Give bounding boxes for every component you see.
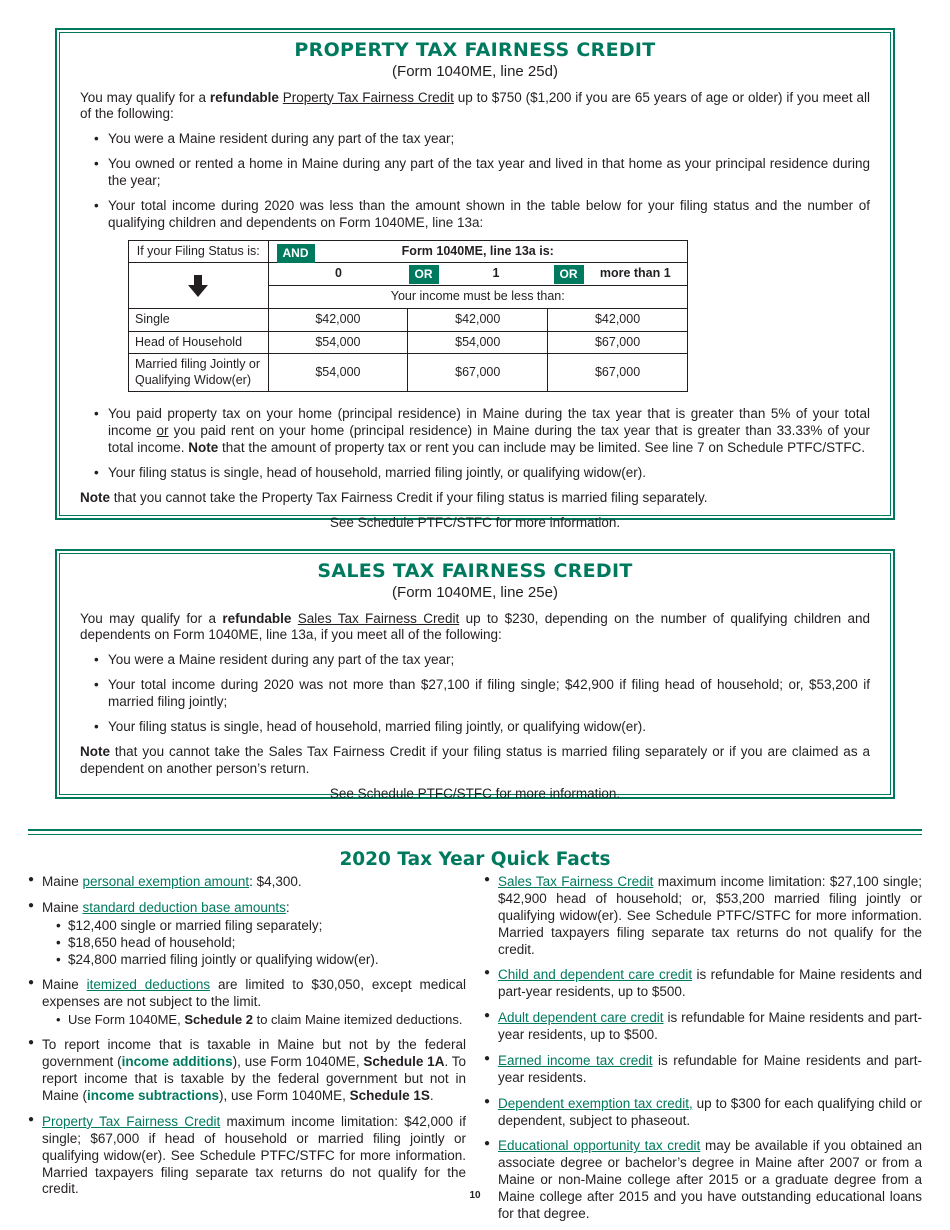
ptfc-link[interactable]: Property Tax Fairness Credit [282, 89, 454, 105]
col-more: more than 1 [599, 266, 671, 281]
table-row: Married filing Jointly or Qualifying Widow(er) $54,000 $67,000 $67,000 [129, 354, 688, 392]
stfc-intro: You may qualify for a refundable Sales Tax Fairness Credit up to $230, depending on the number of qualifying children and dependents on Form 1040ME, line 13a, if you meet all of the following: [80, 610, 870, 643]
quick-facts-title: 2020 Tax Year Quick Facts [339, 849, 611, 870]
list-item: • You were a Maine resident during any part of the tax year; [94, 652, 870, 669]
col-zero: 0 [335, 266, 342, 281]
income-limit-table [128, 240, 688, 393]
quick-facts-left-column [28, 874, 466, 1207]
list-item: • You paid property tax on your home (principal residence) in Maine during the tax year that is greater than 5% of your total income or you paid rent on your home (principal residence) in Maine during the tax year that is greater than 33.33% of your total income. Note that the amount of property tax or rent you can include may be limited. See line 7 on Schedule PTFC/STFC. [94, 406, 870, 457]
list-item: • Your filing status is single, head of household, married filing jointly, or qualifying widow(er). [94, 465, 870, 482]
ptfc-note: Note that you cannot take the Property Tax Fairness Credit if your filing status is married filing separately. [80, 489, 708, 505]
income-caption: Your income must be less than: [268, 286, 687, 309]
stfc-link[interactable]: Sales Tax Fairness Credit [297, 610, 460, 626]
list-item: ● Maine itemized deductions are limited to $30,050, except medical expenses are not subject to the limit. • Use Form 1040ME, Schedule 2 to claim Maine itemized deductions. [28, 977, 466, 1028]
down-arrow-icon [188, 275, 208, 297]
list-item: ● Sales Tax Fairness Credit maximum income limitation: $27,100 single; $42,900 head of household; or, $53,200 married filing jointly or qualifying widow(er). See Schedule PTFC/STFC for more information. Married taxpayers filing separate tax returns do not qualify for the credit. [484, 874, 922, 958]
list-item: ● Property Tax Fairness Credit maximum income limitation: $42,000 if single; $67,000 if head of household or married filing jointly or qualifying widow(er). See Schedule PTFC/STFC for more information. Married taxpayers filing separate tax returns do not qualify for the credit. [28, 1114, 466, 1198]
divider [28, 829, 922, 831]
ptfc-requirements [94, 131, 870, 231]
child-care-credit-link[interactable]: Child and dependent care credit [498, 967, 693, 983]
form-line-header: Form 1040ME, line 13a is: [401, 243, 554, 258]
list-item: • Use Form 1040ME, Schedule 2 to claim Maine itemized deductions. [56, 1012, 466, 1028]
itemized-deductions-link[interactable]: itemized deductions [86, 977, 211, 993]
adult-care-credit-link[interactable]: Adult dependent care credit [498, 1010, 664, 1026]
eitc-link[interactable]: Earned income tax credit [498, 1052, 653, 1068]
page-number: 10 [469, 1190, 481, 1201]
stfc-quickfact-link[interactable]: Sales Tax Fairness Credit [498, 874, 654, 889]
filing-status-header: If your Filing Status is: [129, 240, 269, 263]
list-item: ● Maine personal exemption amount: $4,300. [28, 874, 466, 891]
or-badge: OR [409, 265, 439, 284]
and-badge: AND [277, 244, 315, 263]
quick-facts-right-column [484, 874, 922, 1230]
standard-deduction-link[interactable]: standard deduction base amounts [82, 899, 286, 915]
or-badge: OR [554, 265, 584, 284]
list-item: • $12,400 single or married filing separately; [56, 918, 466, 935]
list-item: ● Educational opportunity tax credit may be available if you obtained an associate degree or bachelor’s degree in Maine after 2007 or from a Maine or non-Maine college after 2015 or a graduate degree from a Maine college after 2015 and you have outstanding educational loans for that degree. [484, 1138, 922, 1222]
list-item: • You owned or rented a home in Maine during any part of the tax year and lived in that home as your principal residence during the year; [94, 156, 870, 190]
list-item: • Your total income during 2020 was less than the amount shown in the table below for your filing status and the number of qualifying children and dependents on Form 1040ME, line 13a: [94, 198, 870, 232]
ptfc-subtitle: (Form 1040ME, line 25d) [392, 62, 558, 80]
ptfc-quickfact-link[interactable]: Property Tax Fairness Credit [42, 1113, 221, 1129]
ptfc-title: PROPERTY TAX FAIRNESS CREDIT [294, 39, 656, 61]
list-item: ● To report income that is taxable in Maine but not by the federal government (income additions), use Form 1040ME, Schedule 1A. To report income that is taxable by the federal government but not in Maine (income subtractions), use Form 1040ME, Schedule 1S. [28, 1037, 466, 1105]
dependent-credit-link[interactable]: Dependent exemption tax credit, [498, 1095, 693, 1111]
stfc-title: SALES TAX FAIRNESS CREDIT [317, 560, 633, 582]
stfc-see-more: See Schedule PTFC/STFC for more information. [329, 785, 621, 801]
educational-credit-link[interactable]: Educational opportunity tax credit [498, 1138, 701, 1154]
stfc-requirements [94, 652, 870, 736]
ptfc-see-more: See Schedule PTFC/STFC for more information. [329, 514, 621, 530]
list-item: • $24,800 married filing jointly or qualifying widow(er). [56, 952, 466, 969]
stfc-subtitle: (Form 1040ME, line 25e) [392, 583, 558, 601]
ptfc-box [55, 28, 895, 530]
stfc-note: Note that you cannot take the Sales Tax Fairness Credit if your filing status is married filing separately or if you are claimed as a dependent on another person’s return. [80, 743, 870, 776]
list-item: • $18,650 head of household; [56, 935, 466, 952]
list-item: ● Earned income tax credit is refundable for Maine residents and part-year residents. [484, 1053, 922, 1087]
list-item: ● Child and dependent care credit is refundable for Maine residents and part-year residents, up to $500. [484, 967, 922, 1001]
table-row: Head of Household $54,000 $54,000 $67,000 [129, 331, 688, 354]
stfc-box [55, 549, 895, 799]
col-one: 1 [492, 266, 500, 281]
std-deduction-list [56, 918, 466, 969]
list-item: • Your total income during 2020 was not more than $27,100 if filing single; $42,900 if filing head of household; or, $53,200 if married filing jointly; [94, 677, 870, 711]
ptfc-intro: You may qualify for a refundable Property Tax Fairness Credit up to $750 ($1,200 if you are 65 years of age or older) if you meet all of the following: [80, 89, 870, 122]
divider [28, 834, 922, 835]
list-item: ● Dependent exemption tax credit, up to $300 for each qualifying child or dependent, subject to phaseout. [484, 1096, 922, 1130]
personal-exemption-link[interactable]: personal exemption amount [82, 874, 250, 889]
list-item: ● Adult dependent care credit is refundable for Maine residents and part-year residents, up to $500. [484, 1010, 922, 1044]
ptfc-requirements-cont [94, 406, 870, 482]
list-item: ● Maine standard deduction base amounts: • $12,400 single or married filing separately; • $18,650 head of household; • $24,800 married filing jointly or qualifying widow(er). [28, 900, 466, 969]
list-item: • Your filing status is single, head of household, married filing jointly, or qualifying widow(er). [94, 719, 870, 736]
table-row: Single $42,000 $42,000 $42,000 [129, 308, 688, 331]
list-item: • You were a Maine resident during any part of the tax year; [94, 131, 870, 148]
